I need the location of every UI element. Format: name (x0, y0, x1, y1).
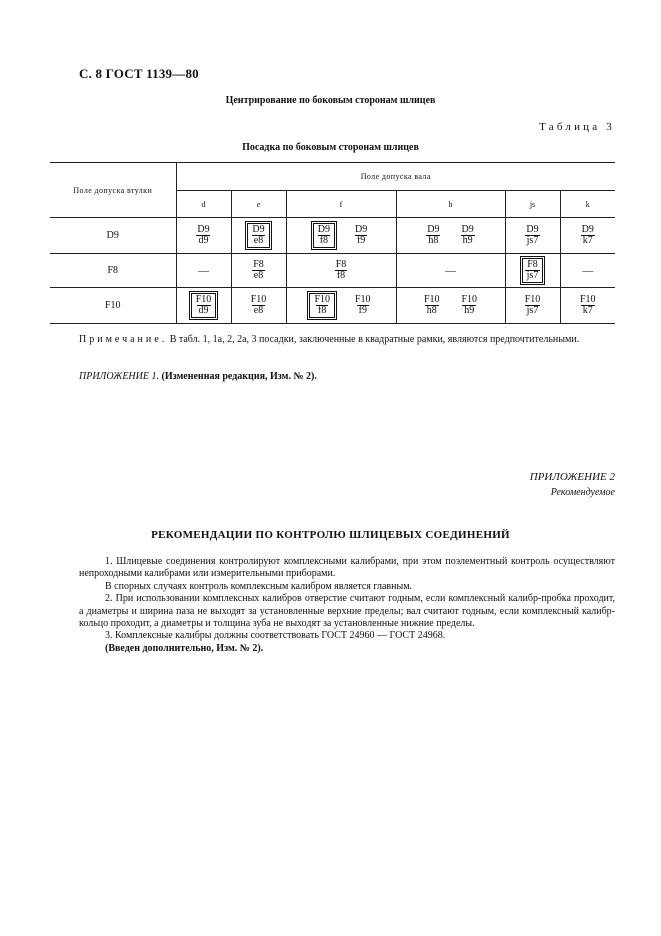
table-title: Посадка по боковым сторонам шлицев (242, 142, 419, 153)
fit-denominator: h9 (462, 235, 473, 246)
fit-numerator: F10 (195, 294, 212, 305)
fit-numerator: F10 (524, 294, 541, 305)
fit-cell (176, 218, 231, 254)
fit-denominator: js7 (526, 305, 539, 316)
recommendations-body (79, 556, 615, 655)
col-group-header: Поле допуска вала (176, 163, 615, 191)
empty-dash: — (582, 264, 594, 277)
paragraph: 2. При использовании комплексных калибров отверстие считают годным, если комплексный калибр-пробка проходит, а диаметры и ширина паза не выходят за установленные верхние пределы; вал считают годным, если комплексный калибр-кольцо проходит, а диаметры и толщина зуба не выходят за установленные нижние пределы. (79, 593, 615, 630)
fit-denominator: h9 (464, 305, 475, 316)
fit-denominator: k7 (582, 235, 593, 246)
fit-numerator: F10 (250, 294, 267, 305)
table-label: Таблица 3 (539, 121, 615, 133)
fit-cell (286, 288, 396, 324)
column-header-e: e (231, 191, 286, 218)
section-title: Центрирование по боковым сторонам шлицев (225, 95, 436, 106)
row-label: F10 (50, 288, 176, 324)
fit-numerator: F8 (335, 259, 347, 270)
fit-denominator: e8 (253, 270, 264, 281)
fit-cell (505, 288, 560, 324)
fit-denominator: f8 (319, 235, 329, 246)
paragraph: В спорных случаях контроль комплексным калибром является главным. (105, 580, 413, 592)
fit-denominator: e8 (253, 305, 264, 316)
fit-cell (231, 218, 286, 254)
paragraph: 3. Комплексные калибры должны соответствовать ГОСТ 24960 — ГОСТ 24968. (105, 630, 446, 642)
fit (460, 225, 476, 246)
row-label: D9 (50, 218, 176, 254)
fit-denominator: f9 (356, 235, 366, 246)
fit (195, 225, 211, 246)
fit (524, 225, 540, 246)
fit-cell (176, 288, 231, 324)
fit-numerator: F8 (253, 259, 264, 270)
column-header-f: f (286, 191, 396, 218)
fit-cell (560, 218, 615, 254)
preferred-fit (247, 223, 269, 248)
fit-denominator: h8 (428, 235, 439, 246)
fit-cell (560, 288, 615, 324)
row-label: F8 (50, 254, 176, 288)
fit-cell (231, 254, 286, 288)
fit-cell (396, 254, 505, 288)
fit-cell (286, 254, 396, 288)
fit (334, 260, 349, 281)
fit-denominator: js7 (526, 270, 539, 281)
fit-numerator: D9 (581, 224, 594, 235)
fit-cell (231, 288, 286, 324)
fit-numerator: F10 (579, 294, 596, 305)
preferred-fit (313, 223, 335, 248)
fit-denominator: f8 (336, 270, 346, 281)
empty-dash: — (445, 264, 456, 277)
amendment-note: (Введен дополнительно, Изм. № 2). (105, 642, 264, 654)
note-text: В табл. 1, 1а, 2, 2а, 3 посадки, заключенные в квадратные рамки, являются предпочтительными. (167, 334, 580, 345)
table-row (50, 254, 615, 288)
page-header: С. 8 ГОСТ 1139—80 (79, 66, 199, 81)
annex1-text: (Измененная редакция, Изм. № 2). (159, 371, 317, 382)
fit-denominator: js7 (526, 235, 539, 246)
fit-cell (176, 254, 231, 288)
fit-cell (286, 218, 396, 254)
fit-cell (505, 254, 560, 288)
fit-numerator: F8 (527, 259, 538, 270)
note-lead: Примечание. (79, 334, 168, 345)
row-header: Поле допуска втулки (50, 163, 176, 218)
fit-numerator: D9 (317, 224, 330, 235)
column-header-d: d (176, 191, 231, 218)
fit (425, 225, 441, 246)
fit (578, 295, 598, 316)
fit (251, 260, 266, 281)
fit-numerator: F10 (314, 294, 330, 305)
fit-denominator: f8 (318, 305, 327, 316)
fit-numerator: D9 (427, 224, 440, 235)
fit-denominator: d9 (198, 305, 209, 316)
fit-numerator: F10 (461, 294, 478, 305)
fit-numerator: D9 (197, 224, 210, 235)
column-header-js: js (505, 191, 560, 218)
fit-cell (560, 254, 615, 288)
fit-cell (396, 218, 505, 254)
fit (422, 295, 442, 316)
fit-denominator: h8 (426, 305, 437, 316)
table-row (50, 218, 615, 254)
recommendations-title: РЕКОМЕНДАЦИИ ПО КОНТРОЛЮ ШЛИЦЕВЫХ СОЕДИНЕНИЙ (151, 529, 510, 541)
fit (353, 225, 369, 246)
fit (580, 225, 596, 246)
fit-cell (396, 288, 505, 324)
preferred-fit (191, 293, 217, 318)
column-header-h: h (396, 191, 505, 218)
fit-numerator: D9 (252, 224, 265, 235)
fit-numerator: F10 (423, 294, 440, 305)
fit-numerator: F10 (355, 294, 371, 305)
fit-table (50, 162, 615, 324)
annex1-label: ПРИЛОЖЕНИЕ 1. (79, 371, 159, 382)
annex2-status: Рекомендуемое (550, 487, 615, 498)
fit (353, 295, 373, 316)
paragraph: 1. Шлицевые соединения контролируют комплексными калибрами, при этом поэлементный контроль осуществляют непроходными калибрами или измерительными приборами. (79, 556, 615, 580)
preferred-fit (522, 258, 544, 283)
preferred-fit (309, 293, 335, 318)
fit-denominator: f9 (358, 305, 367, 316)
table-note (79, 333, 615, 346)
annex2-heading (530, 470, 615, 500)
fit-denominator: d9 (198, 235, 209, 246)
annex1-line (79, 371, 317, 382)
table-row (50, 288, 615, 324)
fit (249, 295, 269, 316)
column-header-k: k (560, 191, 615, 218)
fit-numerator: D9 (526, 224, 539, 235)
fit-numerator: D9 (355, 224, 368, 235)
fit-cell (505, 218, 560, 254)
annex2-label: ПРИЛОЖЕНИЕ 2 (529, 471, 615, 483)
fit-numerator: D9 (461, 224, 474, 235)
fit-denominator: e8 (253, 235, 264, 246)
empty-dash: — (198, 264, 209, 277)
fit-denominator: k7 (582, 305, 593, 316)
fit (460, 295, 480, 316)
fit (523, 295, 543, 316)
